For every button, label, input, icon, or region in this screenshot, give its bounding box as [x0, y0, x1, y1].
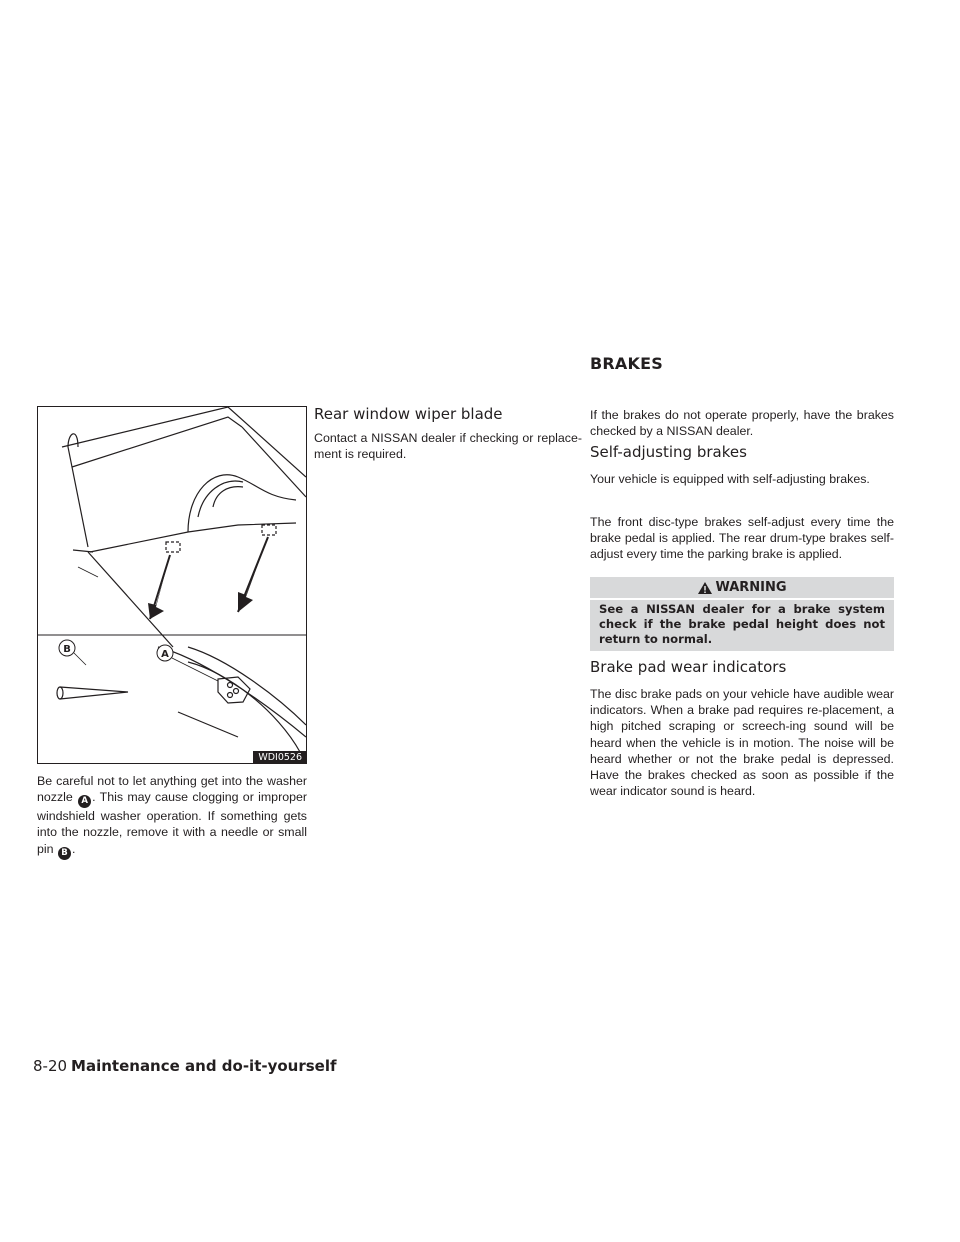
washer-text-part2: . This may cause clogging or improper windshield washer operation. If something gets into the nozzle, remove it with a needle or small pin	[37, 790, 307, 856]
washer-nozzle-figure	[37, 406, 307, 764]
callout-a-label: A	[161, 649, 169, 660]
pad-wear-paragraph: The disc brake pads on your vehicle have audible wear indicators. When a brake pad requires re-placement, a high pitched scraping or screech-ing sound will be heard when the vehicle is in motion. The noise will be heard whether or not the brake pedal is depressed. Have the brakes checked as soon as possible if the wear indicator sound is heard.	[590, 687, 894, 799]
brakes-intro-paragraph: If the brakes do not operate properly, have the brakes checked by a NISSAN dealer.	[590, 408, 894, 439]
rear-wiper-paragraph: Contact a NISSAN dealer if checking or replace-ment is required.	[314, 431, 582, 462]
washer-text-part1: Be careful not to let anything get into the washer nozzle	[37, 774, 307, 805]
self-adjusting-heading: Self-adjusting brakes	[590, 443, 747, 461]
rear-wiper-heading: Rear window wiper blade	[314, 405, 503, 423]
reference-a-badge: A	[78, 795, 91, 808]
pad-wear-heading: Brake pad wear indicators	[590, 658, 787, 676]
callout-a	[157, 645, 218, 681]
callout-b	[59, 640, 86, 665]
washer-nozzle-illustration	[38, 407, 306, 763]
page-number: 8-20	[33, 1057, 68, 1075]
warning-text: See a NISSAN dealer for a brake system check if the brake pedal height does not return to normal.	[590, 600, 894, 651]
chapter-title: Maintenance and do-it-yourself	[71, 1057, 337, 1075]
figure-code: WDI0526	[253, 751, 306, 763]
page-footer	[33, 1057, 337, 1075]
washer-nozzle-paragraph	[37, 773, 307, 860]
warning-title: WARNING	[715, 580, 787, 595]
callout-b-label: B	[63, 644, 71, 655]
washer-text-part3: .	[72, 841, 76, 856]
section-title: BRAKES	[590, 354, 663, 373]
self-adjusting-paragraph-2: The front disc-type brakes self-adjust every time the brake pedal is applied. The rear drum-type brakes self-adjust every time the parking brake is applied.	[590, 515, 894, 562]
warning-header	[590, 577, 894, 598]
reference-b-badge: B	[58, 847, 71, 860]
warning-triangle-icon	[697, 581, 713, 595]
self-adjusting-paragraph-1: Your vehicle is equipped with self-adjusting brakes.	[590, 472, 870, 486]
